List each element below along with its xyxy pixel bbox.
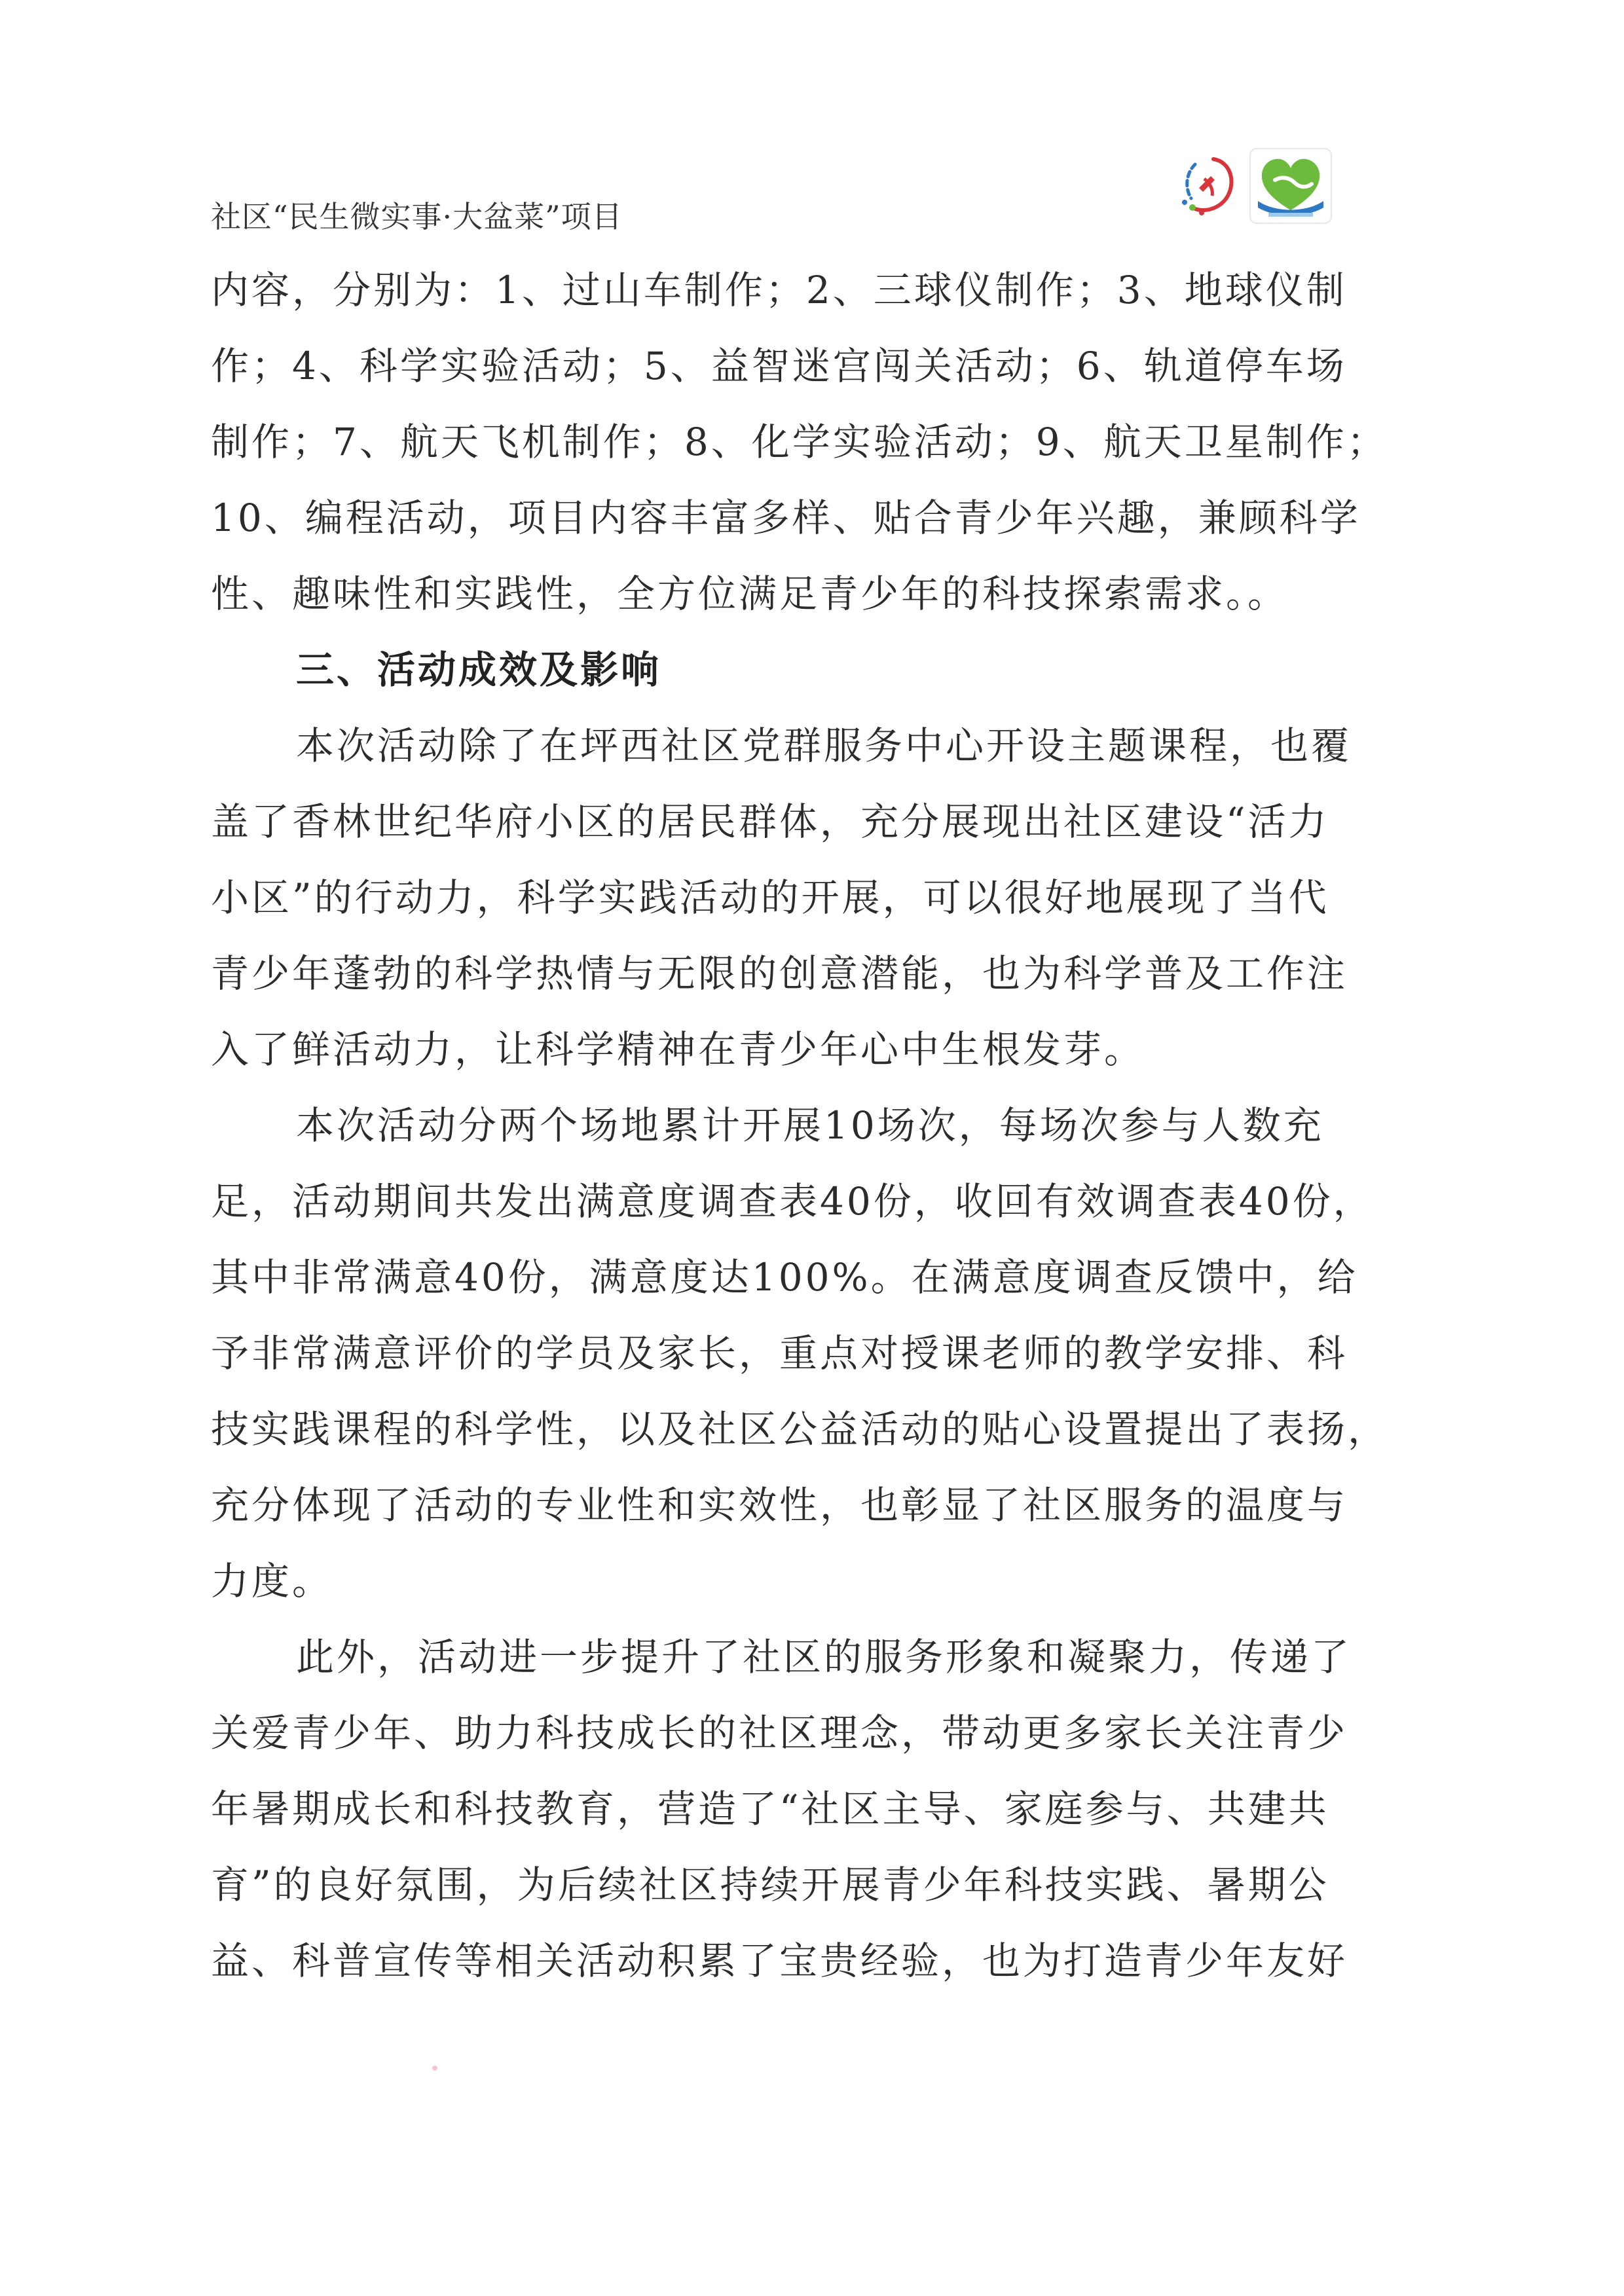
text-line: 入了鲜活动力，让科学精神在青少年心中生根发芽。 bbox=[211, 1027, 1145, 1072]
text-line: 内容，分别为：1、过山车制作；2、三球仪制作；3、地球仪制 bbox=[211, 268, 1347, 312]
paragraph-activity-list bbox=[211, 252, 1442, 632]
paragraph-impact bbox=[211, 1619, 1442, 1999]
page-header-title: 社区“民生微实事·大盆菜”项目 bbox=[211, 199, 623, 234]
text-line: 小区”的行动力，科学实践活动的开展，可以很好地展现了当代 bbox=[211, 875, 1329, 920]
text-line: 益、科普宣传等相关活动积累了宝贵经验，也为打造青少年友好 bbox=[211, 1939, 1348, 1983]
text-line: 10、编程活动，项目内容丰富多样、贴合青少年兴趣，兼顾科学 bbox=[211, 496, 1361, 540]
text-line: 其中非常满意40份，满意度达100%。在满意度调查反馈中，给 bbox=[211, 1255, 1358, 1300]
text-line: 本次活动除了在坪西社区党群服务中心开设主题课程，也覆 bbox=[296, 723, 1352, 768]
text-line: 本次活动分两个场地累计开展10场次，每场次参与人数充 bbox=[296, 1103, 1324, 1148]
scan-speck bbox=[432, 2066, 437, 2071]
text-line: 足，活动期间共发出满意度调查表40份，收回有效调查表40份， bbox=[211, 1179, 1374, 1224]
text-line: 此外，活动进一步提升了社区的服务形象和凝聚力，传递了 bbox=[296, 1635, 1352, 1679]
header-logos bbox=[1175, 147, 1339, 226]
document-body bbox=[211, 252, 1442, 1999]
section-heading: 三、活动成效及影响 bbox=[296, 647, 662, 692]
text-line: 力度。 bbox=[211, 1559, 333, 1603]
green-heart-logo-icon bbox=[1249, 147, 1333, 225]
party-emblem-icon bbox=[1175, 153, 1241, 218]
text-line: 盖了香林世纪华府小区的居民群体，充分展现出社区建设“活力 bbox=[211, 799, 1329, 844]
text-line: 作；4、科学实验活动；5、益智迷宫闯关活动；6、轨道停车场 bbox=[211, 344, 1347, 388]
paragraph-satisfaction bbox=[211, 1087, 1442, 1619]
text-line: 予非常满意评价的学员及家长，重点对授课老师的教学安排、科 bbox=[211, 1331, 1348, 1376]
text-line: 充分体现了活动的专业性和实效性，也彰显了社区服务的温度与 bbox=[211, 1483, 1348, 1527]
text-line: 技实践课程的科学性，以及社区公益活动的贴心设置提出了表扬， bbox=[211, 1407, 1389, 1451]
text-line: 育”的良好氛围，为后续社区持续开展青少年科技实践、暑期公 bbox=[211, 1863, 1329, 1907]
paragraph-effects bbox=[211, 708, 1442, 1087]
text-line: 年暑期成长和科技教育，营造了“社区主导、家庭参与、共建共 bbox=[211, 1787, 1329, 1831]
text-line: 青少年蓬勃的科学热情与无限的创意潜能，也为科学普及工作注 bbox=[211, 951, 1348, 996]
text-line: 制作；7、航天飞机制作；8、化学实验活动；9、航天卫星制作； bbox=[211, 420, 1388, 464]
text-line: 性、趣味性和实践性，全方位满足青少年的科技探索需求。。 bbox=[211, 572, 1289, 616]
text-line: 关爱青少年、助力科技成长的社区理念，带动更多家长关注青少 bbox=[211, 1711, 1348, 1755]
